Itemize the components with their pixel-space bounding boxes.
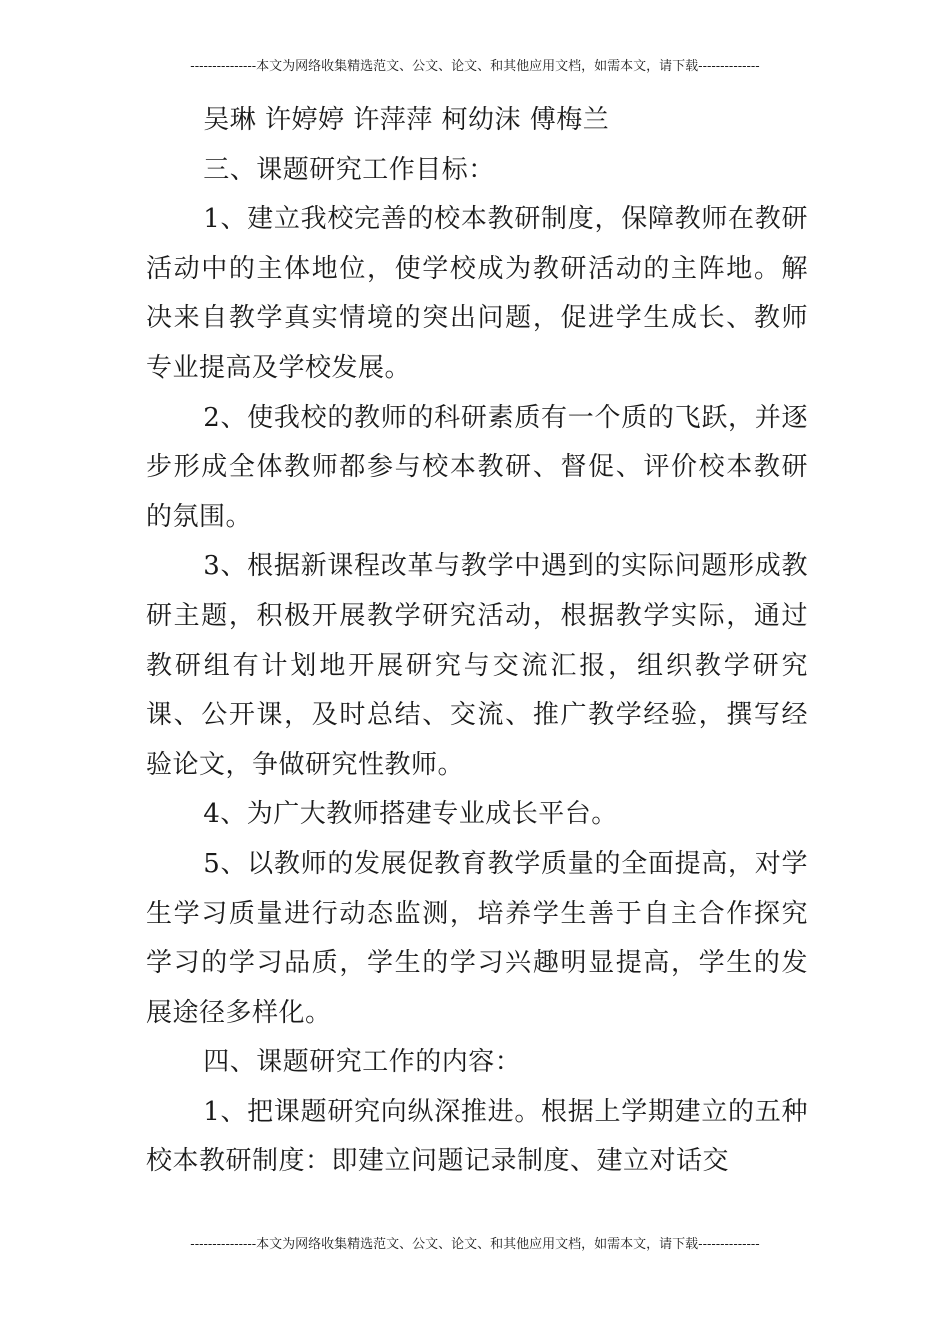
header-banner: ---------------本文为网络收集精选范文、公文、论文、和其他应用文档，如需本文，请下载-------------- — [190, 59, 760, 74]
goal-item-4: 4、为广大教师搭建专业成长平台。 — [203, 799, 618, 830]
content-item-1: 1、把课题研究向纵深推进。根据上学期建立的五种校本教研制度：即建立问题记录制度、建立对话交 — [146, 1096, 808, 1177]
goal-item-1: 1、建立我校完善的校本教研制度，保障教师在教研活动中的主体地位，使学校成为教研活动的主阵地。解决来自教学真实情境的突出问题，促进学生成长、教师专业提高及学校发展。 — [146, 204, 808, 383]
footer-banner: ---------------本文为网络收集精选范文、公文、论文、和其他应用文档，如需本文，请下载-------------- — [190, 1237, 760, 1252]
goal-item-5: 5、以教师的发展促教育教学质量的全面提高，对学生学习质量进行动态监测，培养学生善于自主合作探究学习的学习品质，学生的学习兴趣明显提高，学生的发展途径多样化。 — [146, 848, 808, 1028]
section-heading-goals: 三、课题研究工作目标： — [203, 154, 495, 185]
goal-item-3: 3、根据新课程改革与教学中遇到的实际问题形成教研主题，积极开展教学研究活动，根据教学实际，通过教研组有计划地开展研究与交流汇报，组织教学研究课、公开课，及时总结、交流、推广教学经验，撰写经验论文，争做研究性教师。 — [146, 551, 808, 780]
section-heading-content: 四、课题研究工作的内容： — [203, 1047, 522, 1078]
author-list: 吴琳 许婷婷 许萍萍 柯幼沫 傅梅兰 — [203, 105, 610, 135]
goal-item-2: 2、使我校的教师的科研素质有一个质的飞跃，并逐步形成全体教师都参与校本教研、督促、评价校本教研的氛围。 — [146, 402, 808, 532]
document-body — [146, 96, 808, 1187]
